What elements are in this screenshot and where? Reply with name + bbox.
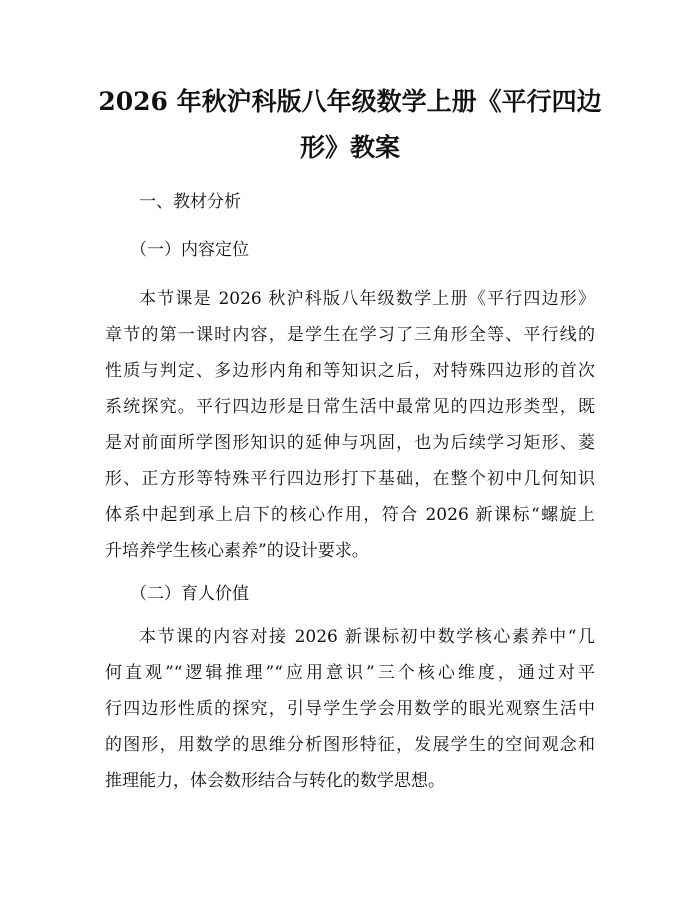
- paragraph-line: 的图形，用数学的思维分析图形特征，发展学生的空间观念和: [105, 735, 595, 755]
- paragraph-line: 章节的第一课时内容，是学生在学习了三角形全等、平行线的: [105, 325, 595, 345]
- paragraph-line: 升培养学生核心素养”的设计要求。: [105, 541, 369, 561]
- paragraph-line: 本节课的内容对接 2026 新课标初中数学核心素养中“几: [139, 627, 595, 647]
- section-heading-teaching-material-analysis: 一、教材分析: [139, 192, 241, 212]
- document-title: [80, 79, 620, 171]
- paragraph-line: 形、正方形等特殊平行四边形打下基础，在整个初中几何知识: [105, 469, 595, 489]
- paragraph-line: 性质与判定、多边形内角和等知识之后，对特殊四边形的首次: [105, 361, 595, 381]
- paragraph-line: 系统探究。平行四边形是日常生活中最常见的四边形类型，既: [105, 397, 595, 417]
- paragraph-line: 行四边形性质的探究，引导学生学会用数学的眼光观察生活中: [105, 699, 595, 719]
- paragraph-content-positioning: [105, 281, 595, 569]
- subsection-heading-content-positioning: （一）内容定位: [130, 240, 249, 260]
- paragraph-line: 推理能力，体会数形结合与转化的数学思想。: [105, 771, 445, 791]
- paragraph-line: 本节课是 2026 秋沪科版八年级数学上册《平行四边形》: [139, 289, 595, 309]
- paragraph-line: 体系中起到承上启下的核心作用，符合 2026 新课标“螺旋上: [105, 505, 595, 525]
- title-line-1: 2026 年秋沪科版八年级数学上册《平行四边: [98, 87, 602, 116]
- title-line-2: 形》教案: [299, 133, 400, 162]
- paragraph-line: 是对前面所学图形知识的延伸与巩固，也为后续学习矩形、菱: [105, 433, 595, 453]
- subsection-heading-educational-value: （二）育人价值: [130, 584, 249, 604]
- paragraph-educational-value: [105, 619, 595, 799]
- paragraph-line: 何直观”“逻辑推理”“应用意识”三个核心维度，通过对平: [105, 663, 595, 683]
